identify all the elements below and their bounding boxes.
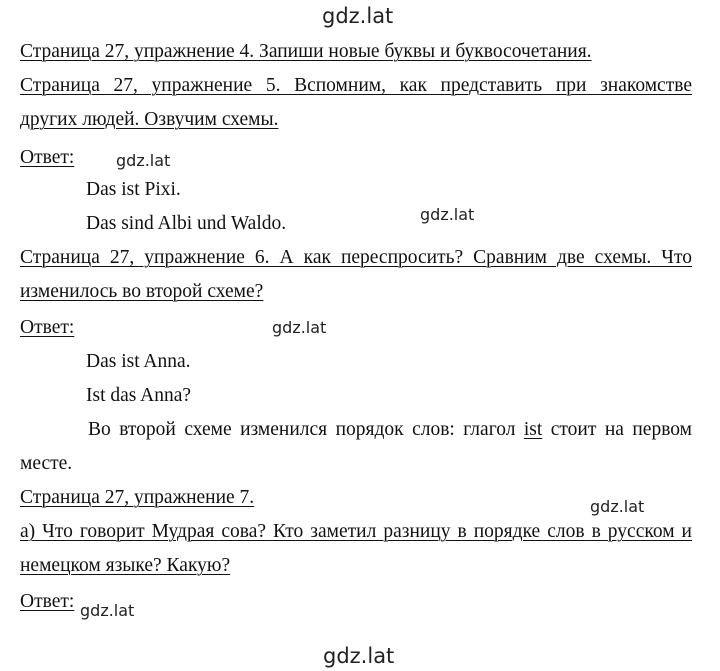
exercise-7a-line1: а) Что говорит Мудрая сова? Кто заметил разницу в порядке слов в русском и — [20, 521, 692, 542]
watermark-answer-7: gdz.lat — [80, 601, 135, 620]
watermark-mid-1: gdz.lat — [420, 205, 475, 224]
verb-ist: ist — [523, 419, 543, 440]
exercise-7a-line2: немецком языке? Какую? — [20, 555, 231, 576]
exercise-6-answer-2: Ist das Anna? — [86, 385, 192, 406]
watermark-top: gdz.lat — [322, 4, 394, 28]
answer-label-7: Ответ: — [20, 591, 75, 612]
exercise-4-heading: Страница 27, упражнение 4. Запиши новые буквы и буквосочетания. — [20, 41, 592, 62]
exercise-7-heading: Страница 27, упражнение 7. — [20, 487, 255, 508]
cropped-text-fragment — [118, 0, 318, 4]
exercise-6-heading-line1: Страница 27, упражнение 6. А как переспросить? Сравним две схемы. Что — [20, 247, 692, 268]
answer-label-5: Ответ: — [20, 147, 75, 168]
exercise-5-answer-2: Das sind Albi und Waldo. — [86, 213, 287, 234]
watermark-answer-6: gdz.lat — [272, 318, 327, 337]
watermark-answer-5: gdz.lat — [116, 151, 171, 170]
exercise-5-answer-1: Das ist Pixi. — [86, 179, 181, 200]
answer-label-6: Ответ: — [20, 317, 75, 338]
exercise-6-heading-line2: изменилось во второй схеме? — [20, 281, 264, 302]
explanation-text-end: стоит на первом — [542, 419, 692, 440]
exercise-5-heading-line2: других людей. Озвучим схемы. — [20, 109, 279, 130]
explanation-text-start: Во второй схеме изменился порядок слов: глагол — [88, 419, 524, 440]
watermark-mid-2: gdz.lat — [590, 497, 645, 516]
exercise-6-explanation — [88, 418, 692, 442]
exercise-5-heading-line1: Страница 27, упражнение 5. Вспомним, как представить при знакомстве — [20, 75, 692, 96]
watermark-bottom: gdz.lat — [323, 644, 395, 668]
exercise-6-explanation-end: месте. — [20, 453, 73, 474]
exercise-6-answer-1: Das ist Anna. — [86, 351, 191, 372]
